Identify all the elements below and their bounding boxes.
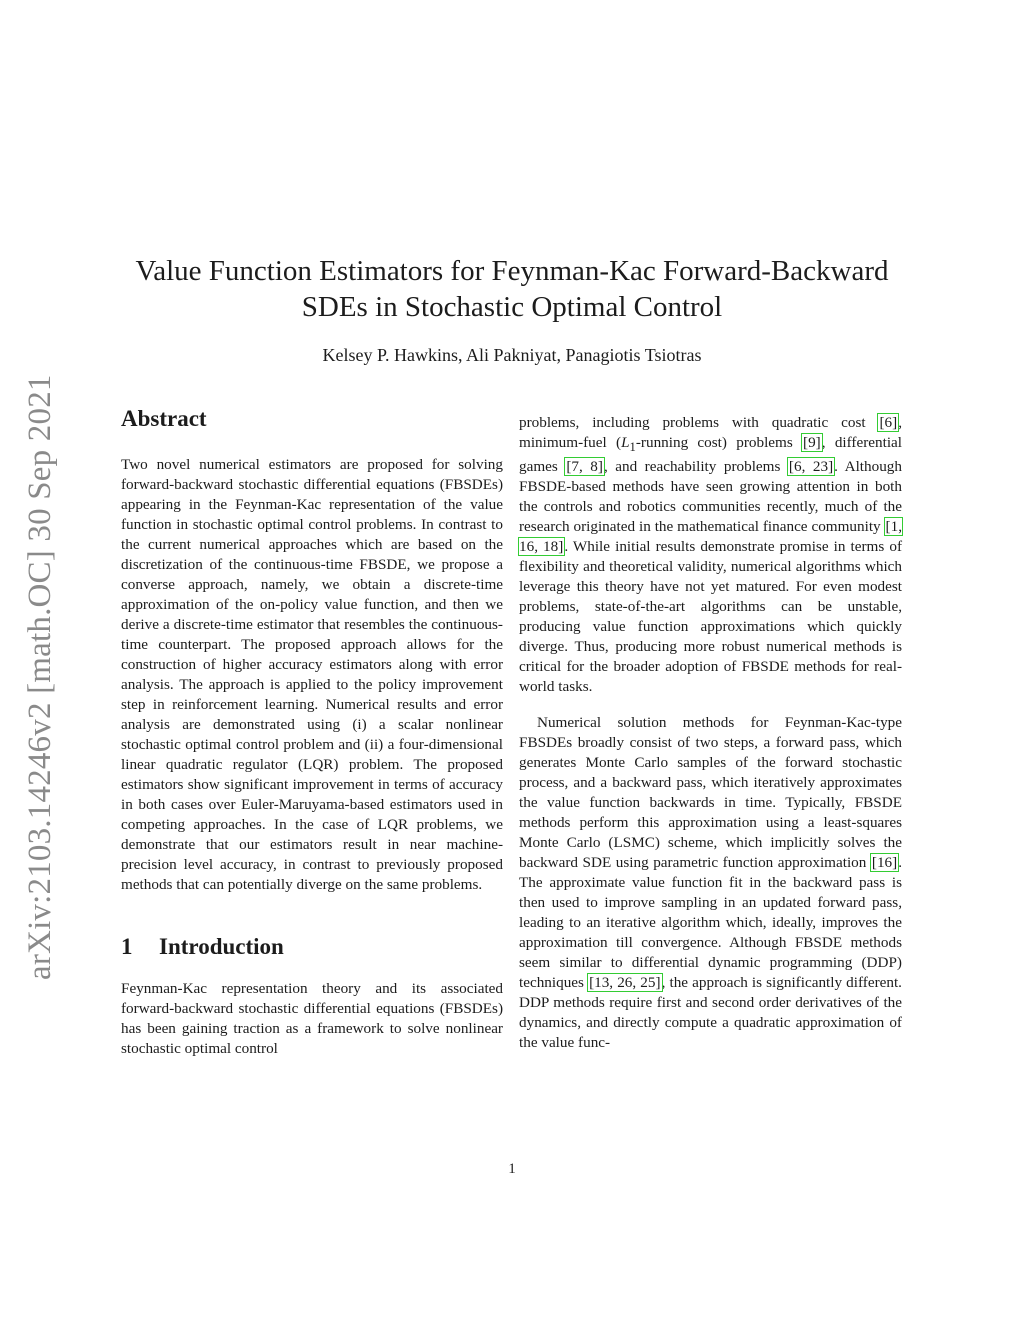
- abstract-paragraph: Two novel numerical estimators are proposed for solving forward-backward stochastic differential equations (FBSDEs) appearing in the Feynman-Kac representation of the value function in stochastic optimal control problems. In contrast to the current numerical approaches which are based on the discretization of the continuous-time FBSDE, we propose a converse approach, namely, we obtain a discrete-time approximation of the on-policy value function, and then we derive a discrete-time estimator that resembles the continuous-time counterpart. The proposed approach allows for the construction of higher accuracy estimators along with error analysis. The approach is applied to the policy improvement step in reinforcement learning. Numerical results and error analysis are demonstrated using (i) a scalar nonlinear stochastic optimal control problem and (ii) a four-dimensional linear quadratic regulator (LQR) problem. The proposed estimators show significant improvement in terms of accuracy in both cases over Euler-Maruyama-based estimators used in competing approaches. In the case of LQR problems, we demonstrate that our estimators result in near machine-precision level accuracy, in contrast to previously proposed methods that can potentially diverge on the same problems.: [121, 456, 503, 893]
- text-run: . The approximate value function fit in the backward pass is then used to improve sampling in an updated forward pass, leading to an iterative algorithm which, ideally, improves the approximation till convergence. Although FBSDE methods seem similar to differential dynamic programming (DDP) techniques: [519, 854, 902, 992]
- text-run: Numerical solution methods for Feynman-Kac-type FBSDEs broadly consist of two steps, a forward pass, which generates Monte Carlo samples of the forward stochastic process, and a backward pass, which iteratively approximates the value function backwards in time. Typically, FBSDE methods perform this approximation using a least-squares Monte Carlo (LSMC) scheme, which implicitly solves the backward SDE using parametric function approximation: [519, 714, 902, 872]
- text-run: -running cost) problems: [635, 434, 803, 451]
- paper-title: [100, 253, 924, 325]
- abstract-heading: Abstract: [121, 406, 207, 431]
- text-run: problems, including problems with quadratic cost: [519, 414, 879, 431]
- text-run: . While initial results demonstrate promise in terms of flexibility and theoretical validity, numerical algorithms which leverage this theory have not yet matured. For even modest problems, state-of-the-art algorithms can be unstable, producing value function approximations which quickly diverge. Thus, producing more robust numerical methods is critical for the broader adoption of FBSDE methods for real-world tasks.: [519, 538, 902, 696]
- intro-paragraph-1: Feynman-Kac representation theory and its associated forward-backward stochastic differential equations (FBSDEs) has been gaining traction as a framework to solve nonlinear stochastic optimal control: [121, 980, 503, 1057]
- citation-link[interactable]: [1, 16, 18]: [519, 518, 902, 556]
- text-run: , minimum-fuel (: [519, 414, 902, 451]
- text-run: . Although FBSDE-based methods have seen growing attention in both the controls and robotics communities recently, much of the research originated in the mathematical finance community: [519, 458, 902, 536]
- math-symbol: L: [621, 434, 630, 451]
- left-column: [121, 405, 503, 1059]
- intro-paragraph-continued: [519, 413, 902, 697]
- intro-paragraph-2: [519, 713, 902, 1053]
- title-line-2: SDEs in Stochastic Optimal Control: [301, 291, 723, 323]
- author-list: Kelsey P. Hawkins, Ali Pakniyat, Panagiotis Tsiotras: [322, 345, 702, 365]
- text-run: , differential games: [519, 434, 903, 476]
- text-run: , and reachability problems: [603, 458, 788, 476]
- arxiv-identifier: arXiv:2103.14246v2 [math.OC] 30 Sep 2021: [22, 374, 58, 980]
- citation-link[interactable]: [13, 26, 25]: [589, 974, 661, 992]
- section-title: Introduction: [159, 934, 284, 959]
- citation-link[interactable]: [7, 8]: [566, 458, 603, 476]
- citation-link[interactable]: [9]: [803, 434, 821, 451]
- section-number: 1: [121, 934, 133, 959]
- citation-link[interactable]: [16]: [871, 854, 898, 872]
- math-subscript: 1: [629, 440, 636, 455]
- right-column: [519, 413, 902, 1053]
- text-run: , the approach is significantly different. DDP methods require first and second order derivatives of the dynamics, and directly compute a quadratic approximation of the value func-: [519, 974, 902, 1052]
- page-number: 1: [508, 1161, 516, 1177]
- citation-link[interactable]: [6, 23]: [788, 458, 834, 476]
- introduction-heading: [121, 933, 503, 961]
- title-line-1: Value Function Estimators for Feynman-Kac Forward-Backward: [135, 255, 889, 287]
- citation-link[interactable]: [6]: [879, 414, 898, 431]
